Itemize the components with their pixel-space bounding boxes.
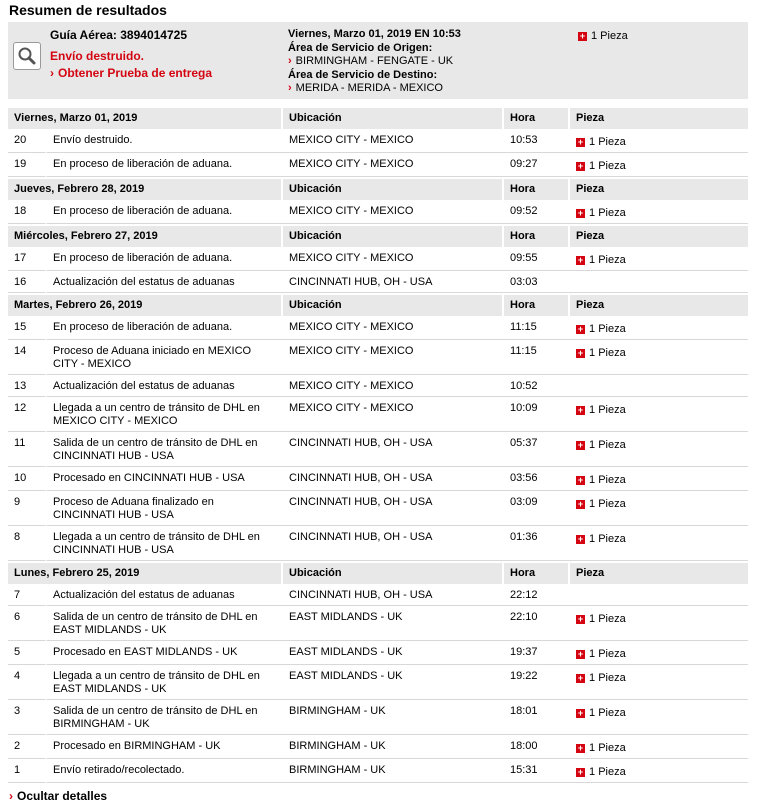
date-header: Viernes, Marzo 01, 2019 bbox=[8, 108, 283, 129]
plus-icon: + bbox=[577, 439, 584, 450]
table-row bbox=[8, 469, 748, 491]
event-number: 10 bbox=[8, 469, 47, 491]
event-time: 09:27 bbox=[504, 155, 570, 177]
date-header-row bbox=[8, 108, 748, 129]
date-header-row bbox=[8, 179, 748, 200]
event-time: 10:52 bbox=[504, 377, 570, 397]
date-header: Jueves, Febrero 28, 2019 bbox=[8, 179, 283, 200]
table-row bbox=[8, 155, 748, 177]
table-row bbox=[8, 761, 748, 783]
summary-datetime: Viernes, Marzo 01, 2019 EN 10:53 bbox=[288, 28, 461, 40]
event-piece bbox=[570, 342, 748, 375]
event-piece bbox=[570, 249, 748, 271]
event-description: Llegada a un centro de tránsito de DHL en CINCINNATI HUB - USA bbox=[47, 528, 283, 561]
time-column-header: Hora bbox=[504, 226, 570, 247]
hide-details-link[interactable]: › Ocultar detalles bbox=[9, 789, 108, 803]
piece-column-header: Pieza bbox=[570, 179, 748, 200]
summary-pieces[interactable]: + 1 Pieza bbox=[579, 30, 628, 42]
event-location: MEXICO CITY - MEXICO bbox=[283, 318, 504, 340]
event-location: CINCINNATI HUB, OH - USA bbox=[283, 273, 504, 293]
table-row bbox=[8, 202, 748, 224]
event-location: MEXICO CITY - MEXICO bbox=[283, 399, 504, 432]
event-description: Llegada a un centro de tránsito de DHL en EAST MIDLANDS - UK bbox=[47, 667, 283, 700]
plus-icon: + bbox=[577, 254, 584, 265]
event-description: Actualización del estatus de aduanas bbox=[47, 586, 283, 606]
piece-link[interactable]: + 1 Pieza bbox=[577, 742, 626, 754]
event-number: 3 bbox=[8, 702, 47, 735]
event-piece bbox=[570, 318, 748, 340]
plus-icon: + bbox=[577, 323, 584, 334]
piece-link[interactable]: + 1 Pieza bbox=[577, 474, 626, 486]
table-row bbox=[8, 377, 748, 397]
proof-of-delivery-link[interactable]: › Obtener Prueba de entrega bbox=[50, 66, 213, 80]
event-description: Envío destruido. bbox=[47, 131, 283, 153]
event-number: 15 bbox=[8, 318, 47, 340]
event-location: MEXICO CITY - MEXICO bbox=[283, 377, 504, 397]
table-row bbox=[8, 249, 748, 271]
piece-column-header: Pieza bbox=[570, 563, 748, 584]
event-time: 22:12 bbox=[504, 586, 570, 606]
event-location: BIRMINGHAM - UK bbox=[283, 761, 504, 783]
event-time: 19:37 bbox=[504, 643, 570, 665]
tracking-table bbox=[8, 106, 748, 785]
event-description: En proceso de liberación de aduana. bbox=[47, 202, 283, 224]
date-header: Miércoles, Febrero 27, 2019 bbox=[8, 226, 283, 247]
event-number: 18 bbox=[8, 202, 47, 224]
event-time: 03:09 bbox=[504, 493, 570, 526]
event-piece bbox=[570, 377, 748, 397]
location-column-header: Ubicación bbox=[283, 295, 504, 316]
event-time: 03:56 bbox=[504, 469, 570, 491]
location-column-header: Ubicación bbox=[283, 108, 504, 129]
plus-icon: + bbox=[577, 474, 584, 485]
event-number: 1 bbox=[8, 761, 47, 783]
event-number: 14 bbox=[8, 342, 47, 375]
piece-column-header: Pieza bbox=[570, 108, 748, 129]
table-row bbox=[8, 342, 748, 375]
event-number: 16 bbox=[8, 273, 47, 293]
event-time: 03:03 bbox=[504, 273, 570, 293]
time-column-header: Hora bbox=[504, 563, 570, 584]
date-header: Martes, Febrero 26, 2019 bbox=[8, 295, 283, 316]
event-piece bbox=[570, 469, 748, 491]
event-location: CINCINNATI HUB, OH - USA bbox=[283, 469, 504, 491]
event-description: Envío retirado/recolectado. bbox=[47, 761, 283, 783]
event-location: CINCINNATI HUB, OH - USA bbox=[283, 493, 504, 526]
event-time: 10:53 bbox=[504, 131, 570, 153]
event-description: Actualización del estatus de aduanas bbox=[47, 273, 283, 293]
piece-link[interactable]: + 1 Pieza bbox=[577, 207, 626, 219]
summary-info bbox=[288, 28, 461, 96]
event-number: 2 bbox=[8, 737, 47, 759]
event-time: 19:22 bbox=[504, 667, 570, 700]
event-description: Salida de un centro de tránsito de DHL en CINCINNATI HUB - USA bbox=[47, 434, 283, 467]
date-header-row bbox=[8, 226, 748, 247]
plus-icon: + bbox=[577, 136, 584, 147]
event-number: 7 bbox=[8, 586, 47, 606]
origin-value: › BIRMINGHAM - FENGATE - UK bbox=[288, 55, 454, 67]
table-row bbox=[8, 131, 748, 153]
location-column-header: Ubicación bbox=[283, 563, 504, 584]
location-column-header: Ubicación bbox=[283, 179, 504, 200]
plus-icon: + bbox=[579, 30, 586, 41]
event-location: CINCINNATI HUB, OH - USA bbox=[283, 434, 504, 467]
chevron-right-icon: › bbox=[50, 66, 54, 80]
destination-label: Área de Servicio de Destino: bbox=[288, 68, 438, 81]
date-header-row bbox=[8, 563, 748, 584]
event-piece bbox=[570, 608, 748, 641]
event-location: EAST MIDLANDS - UK bbox=[283, 608, 504, 641]
event-piece bbox=[570, 528, 748, 561]
event-description: Proceso de Aduana finalizado en CINCINNATI HUB - USA bbox=[47, 493, 283, 526]
chevron-right-icon: › bbox=[288, 82, 292, 94]
summary-panel bbox=[8, 22, 748, 99]
location-column-header: Ubicación bbox=[283, 226, 504, 247]
plus-icon: + bbox=[577, 707, 584, 718]
time-column-header: Hora bbox=[504, 108, 570, 129]
event-number: 17 bbox=[8, 249, 47, 271]
plus-icon: + bbox=[577, 672, 584, 683]
event-description: Llegada a un centro de tránsito de DHL en MEXICO CITY - MEXICO bbox=[47, 399, 283, 432]
event-number: 13 bbox=[8, 377, 47, 397]
event-time: 01:36 bbox=[504, 528, 570, 561]
event-number: 12 bbox=[8, 399, 47, 432]
piece-link[interactable]: + 1 Pieza bbox=[577, 648, 626, 660]
event-description: En proceso de liberación de aduana. bbox=[47, 318, 283, 340]
plus-icon: + bbox=[577, 648, 584, 659]
table-row bbox=[8, 399, 748, 432]
event-number: 8 bbox=[8, 528, 47, 561]
event-piece bbox=[570, 434, 748, 467]
piece-link[interactable]: + 1 Pieza bbox=[577, 533, 626, 545]
event-piece bbox=[570, 399, 748, 432]
event-piece bbox=[570, 737, 748, 759]
date-header-row bbox=[8, 295, 748, 316]
piece-link[interactable]: + 1 Pieza bbox=[577, 323, 626, 335]
event-location: MEXICO CITY - MEXICO bbox=[283, 202, 504, 224]
plus-icon: + bbox=[577, 613, 584, 624]
plus-icon: + bbox=[577, 347, 584, 358]
event-piece bbox=[570, 131, 748, 153]
event-description: Procesado en EAST MIDLANDS - UK bbox=[47, 643, 283, 665]
piece-link[interactable]: + 1 Pieza bbox=[577, 766, 626, 778]
event-description: Actualización del estatus de aduanas bbox=[47, 377, 283, 397]
piece-link[interactable]: + 1 Pieza bbox=[577, 160, 626, 172]
chevron-right-icon: › bbox=[9, 789, 13, 803]
destination-value: › MERIDA - MERIDA - MEXICO bbox=[288, 82, 443, 94]
event-piece bbox=[570, 273, 748, 293]
event-time: 09:55 bbox=[504, 249, 570, 271]
table-row bbox=[8, 702, 748, 735]
plus-icon: + bbox=[577, 207, 584, 218]
event-piece bbox=[570, 761, 748, 783]
waybill-number: Guía Aérea: 3894014725 bbox=[50, 28, 187, 42]
event-location: EAST MIDLANDS - UK bbox=[283, 667, 504, 700]
event-piece bbox=[570, 155, 748, 177]
event-location: MEXICO CITY - MEXICO bbox=[283, 249, 504, 271]
event-description: Proceso de Aduana iniciado en MEXICO CITY - MEXICO bbox=[47, 342, 283, 375]
plus-icon: + bbox=[577, 742, 584, 753]
event-time: 18:00 bbox=[504, 737, 570, 759]
time-column-header: Hora bbox=[504, 179, 570, 200]
plus-icon: + bbox=[577, 533, 584, 544]
piece-link[interactable]: + 1 Pieza bbox=[577, 707, 626, 719]
event-piece bbox=[570, 493, 748, 526]
event-piece bbox=[570, 702, 748, 735]
event-piece bbox=[570, 586, 748, 606]
event-piece bbox=[570, 202, 748, 224]
plus-icon: + bbox=[577, 766, 584, 777]
event-piece bbox=[570, 667, 748, 700]
event-description: Procesado en BIRMINGHAM - UK bbox=[47, 737, 283, 759]
event-number: 4 bbox=[8, 667, 47, 700]
table-row bbox=[8, 586, 748, 606]
event-number: 19 bbox=[8, 155, 47, 177]
event-number: 6 bbox=[8, 608, 47, 641]
search-icon[interactable] bbox=[13, 42, 41, 70]
event-time: 09:52 bbox=[504, 202, 570, 224]
piece-column-header: Pieza bbox=[570, 226, 748, 247]
piece-link[interactable]: + 1 Pieza bbox=[577, 136, 626, 148]
table-row bbox=[8, 434, 748, 467]
plus-icon: + bbox=[577, 160, 584, 171]
piece-column-header: Pieza bbox=[570, 295, 748, 316]
event-time: 22:10 bbox=[504, 608, 570, 641]
event-time: 18:01 bbox=[504, 702, 570, 735]
date-header: Lunes, Febrero 25, 2019 bbox=[8, 563, 283, 584]
event-time: 11:15 bbox=[504, 318, 570, 340]
chevron-right-icon: › bbox=[288, 55, 292, 67]
event-location: CINCINNATI HUB, OH - USA bbox=[283, 528, 504, 561]
shipment-status: Envío destruido. bbox=[50, 49, 145, 63]
table-row bbox=[8, 667, 748, 700]
origin-label: Área de Servicio de Origen: bbox=[288, 41, 433, 54]
event-description: En proceso de liberación de aduana. bbox=[47, 155, 283, 177]
piece-link[interactable]: + 1 Pieza bbox=[577, 672, 626, 684]
piece-link[interactable]: + 1 Pieza bbox=[577, 254, 626, 266]
event-description: Procesado en CINCINNATI HUB - USA bbox=[47, 469, 283, 491]
event-number: 11 bbox=[8, 434, 47, 467]
event-number: 9 bbox=[8, 493, 47, 526]
event-location: MEXICO CITY - MEXICO bbox=[283, 342, 504, 375]
event-description: Salida de un centro de tránsito de DHL en BIRMINGHAM - UK bbox=[47, 702, 283, 735]
event-location: EAST MIDLANDS - UK bbox=[283, 643, 504, 665]
plus-icon: + bbox=[577, 498, 584, 509]
piece-link[interactable]: + 1 Pieza bbox=[577, 404, 626, 416]
event-piece bbox=[570, 643, 748, 665]
event-number: 5 bbox=[8, 643, 47, 665]
table-row bbox=[8, 737, 748, 759]
event-location: BIRMINGHAM - UK bbox=[283, 737, 504, 759]
event-time: 05:37 bbox=[504, 434, 570, 467]
event-time: 11:15 bbox=[504, 342, 570, 375]
event-location: MEXICO CITY - MEXICO bbox=[283, 155, 504, 177]
event-location: BIRMINGHAM - UK bbox=[283, 702, 504, 735]
piece-link[interactable]: + 1 Pieza bbox=[577, 439, 626, 451]
event-time: 15:31 bbox=[504, 761, 570, 783]
table-row bbox=[8, 318, 748, 340]
event-description: Salida de un centro de tránsito de DHL en EAST MIDLANDS - UK bbox=[47, 608, 283, 641]
piece-link[interactable]: + 1 Pieza bbox=[577, 613, 626, 625]
event-location: CINCINNATI HUB, OH - USA bbox=[283, 586, 504, 606]
event-number: 20 bbox=[8, 131, 47, 153]
plus-icon: + bbox=[577, 404, 584, 415]
piece-link[interactable]: + 1 Pieza bbox=[577, 498, 626, 510]
table-row bbox=[8, 273, 748, 293]
table-row bbox=[8, 493, 748, 526]
event-location: MEXICO CITY - MEXICO bbox=[283, 131, 504, 153]
table-row bbox=[8, 528, 748, 561]
event-time: 10:09 bbox=[504, 399, 570, 432]
piece-link[interactable]: + 1 Pieza bbox=[577, 347, 626, 359]
table-row bbox=[8, 608, 748, 641]
event-description: En proceso de liberación de aduana. bbox=[47, 249, 283, 271]
page-title: Resumen de resultados bbox=[9, 2, 167, 18]
time-column-header: Hora bbox=[504, 295, 570, 316]
table-row bbox=[8, 643, 748, 665]
